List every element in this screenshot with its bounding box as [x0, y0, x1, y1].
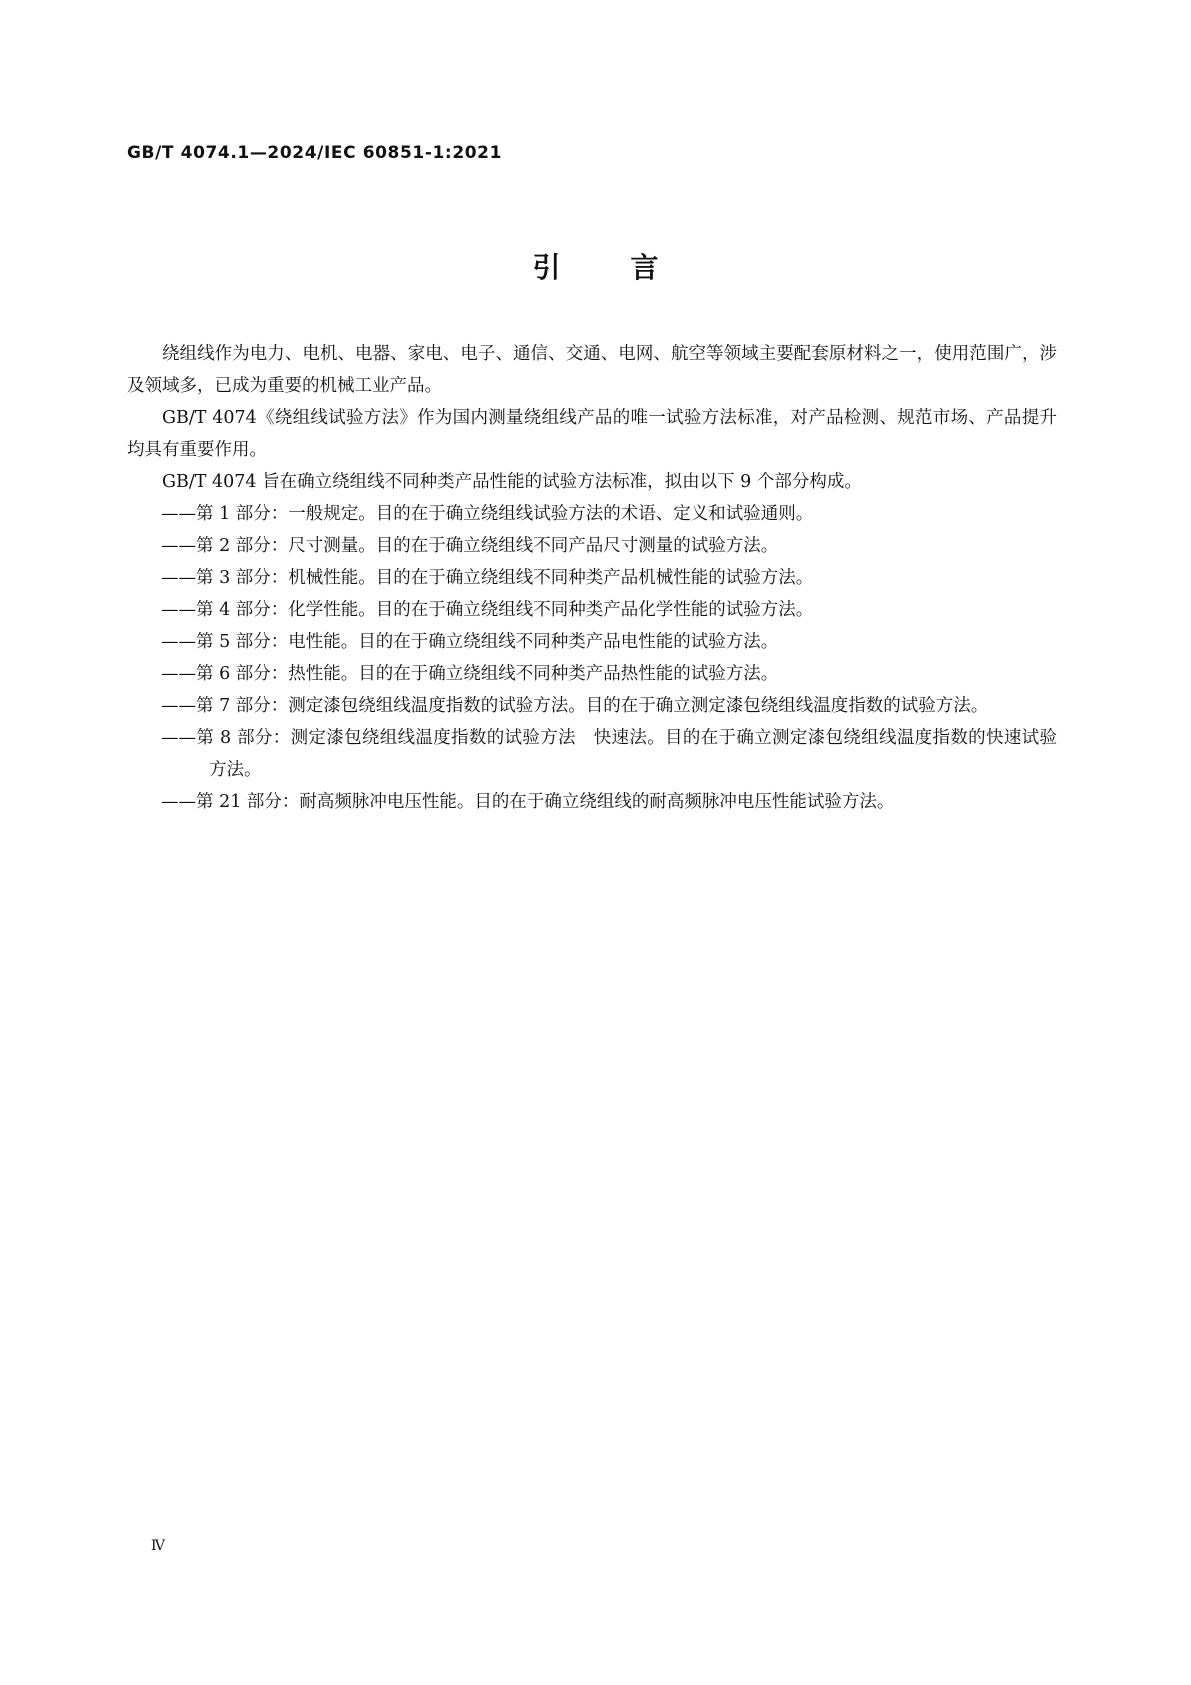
- part-item-5: ——第 5 部分：电性能。目的在于确立绕组线不同种类产品电性能的试验方法。: [161, 632, 779, 652]
- part-item-8: ——第 8 部分：测定漆包绕组线温度指数的试验方法 快速法。目的在于确立测定漆包绕组线温度指数的快速试验方法。: [161, 728, 1057, 780]
- page-number: Ⅳ: [151, 1538, 165, 1554]
- part-item-4: ——第 4 部分：化学性能。目的在于确立绕组线不同种类产品化学性能的试验方法。: [161, 600, 814, 620]
- intro-paragraph: GB/T 4074 旨在确立绕组线不同种类产品性能的试验方法标准，拟由以下 9 个部分构成。: [162, 472, 862, 492]
- standard-code-header: GB/T 4074.1—2024/IEC 60851-1:2021: [127, 143, 503, 163]
- parts-list: [127, 498, 1057, 818]
- page-title: 引言: [532, 251, 729, 284]
- intro-paragraph: GB/T 4074《绕组线试验方法》作为国内测量绕组线产品的唯一试验方法标准，对产品检测、规范市场、产品提升均具有重要作用。: [127, 408, 1057, 460]
- part-item-6: ——第 6 部分：热性能。目的在于确立绕组线不同种类产品热性能的试验方法。: [161, 664, 779, 684]
- part-item-1: ——第 1 部分：一般规定。目的在于确立绕组线试验方法的术语、定义和试验通则。: [161, 504, 814, 524]
- part-item-2: ——第 2 部分：尺寸测量。目的在于确立绕组线不同产品尺寸测量的试验方法。: [161, 536, 779, 556]
- intro-paragraph: 绕组线作为电力、电机、电器、家电、电子、通信、交通、电网、航空等领域主要配套原材料之一，使用范围广，涉及领域多，已成为重要的机械工业产品。: [127, 344, 1057, 396]
- part-item-3: ——第 3 部分：机械性能。目的在于确立绕组线不同种类产品机械性能的试验方法。: [161, 568, 814, 588]
- part-item-21: ——第 21 部分：耐高频脉冲电压性能。目的在于确立绕组线的耐高频脉冲电压性能试验方法。: [161, 792, 895, 812]
- part-item-7: ——第 7 部分：测定漆包绕组线温度指数的试验方法。目的在于确立测定漆包绕组线温度指数的试验方法。: [161, 696, 989, 716]
- introduction-body: [127, 338, 1057, 818]
